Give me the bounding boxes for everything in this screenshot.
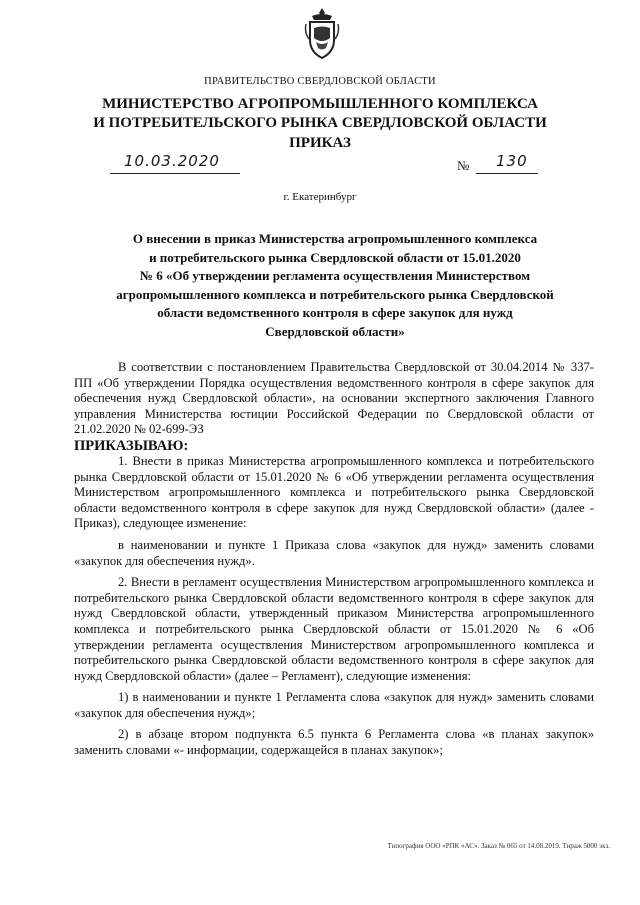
subject-line: Свердловской области»: [265, 323, 405, 339]
preamble: В соответствии с постановлением Правительства Свердловской от 30.04.2014 № 337-ПП «Об утверждении Порядка осуществления ведомственного контроля в сфере закупок для обеспечения нужд Свердловской области», на основании экспертного заключения Главного управления Министерства юстиции Российской Федерации по Свердловской области от 21.02.2020 № 02-699-ЭЗ: [74, 360, 594, 437]
government-line: ПРАВИТЕЛЬСТВО СВЕРДЛОВСКОЙ ОБЛАСТИ: [204, 76, 436, 87]
order-subject: [90, 230, 580, 341]
subject-line: области ведомственного контроля в сфере закупок для нужд: [157, 305, 513, 320]
document-type: ПРИКАЗ: [289, 135, 351, 151]
number-underline: [476, 173, 538, 174]
printer-footer: Типография ООО «РПК «АС». Заказ № 065 от 14.08.2019. Тираж 5000 экз.: [387, 842, 610, 850]
date-underline: [110, 173, 240, 174]
order-number: 130: [496, 152, 528, 170]
order-date: 10.03.2020: [124, 152, 220, 170]
paragraph-1: 1. Внести в приказ Министерства агропромышленного комплекса и потребительского рынка Свердловской области от 15.01.2020 № 6 «Об утверждении регламента осуществления Министерством агропромышленного комплекса и потребительского рынка Свердловской области ведомственного контроля в сфере закупок для нужд Свердловской области» (далее - Приказ), следующее изменение:: [74, 453, 594, 531]
paragraph-2: 2. Внести в регламент осуществления Министерством агропромышленного комплекса и потребительского рынка Свердловской области ведомственного контроля в сфере закупок для нужд Свердловской области, утвержденный приказом Министерства агропромышленного комплекса и потребительского рынка Свердловской области от 15.01.2020 № 6 «Об утверждении регламента осуществления Министерством агропромышленного комплекса и потребительского рынка Свердловской области ведомственного контроля в сфере закупок для нужд Свердловской области» (далее – Регламент), следующие изменения:: [74, 575, 594, 683]
order-date-field: [110, 152, 240, 176]
number-label: №: [457, 158, 470, 173]
subject-line: и потребительского рынка Свердловской области от 15.01.2020: [149, 249, 521, 265]
paragraph-2-item-1: 1) в наименовании и пункте 1 Регламента слова «закупок для нужд» заменить словами «закупок для обеспечения нужд»;: [74, 690, 594, 720]
coat-of-arms-icon: [304, 6, 340, 62]
ministry-line-1: МИНИСТЕРСТВО АГРОПРОМЫШЛЕННОГО КОМПЛЕКСА: [102, 96, 538, 112]
ministry-name: [60, 95, 580, 133]
city: г. Екатеринбург: [283, 191, 357, 203]
subject-line: № 6 «Об утверждении регламента осуществления Министерством: [139, 268, 531, 283]
paragraph-2-item-2: 2) в абзаце втором подпункта 6.5 пункта 6 Регламента слова «в планах закупок» заменить словами «- информации, содержащейся в планах закупок»;: [74, 727, 594, 758]
order-body: [74, 360, 594, 759]
order-directive: ПРИКАЗЫВАЮ:: [74, 437, 189, 454]
ministry-line-2: И ПОТРЕБИТЕЛЬСКОГО РЫНКА СВЕРДЛОВСКОЙ ОБЛАСТИ: [93, 115, 547, 131]
order-number-field: [476, 152, 538, 176]
paragraph-1-sub: в наименовании и пункте 1 Приказа слова «закупок для нужд» заменить словами «закупок для обеспечения нужд».: [74, 537, 594, 568]
subject-line: агропромышленного комплекса и потребительского рынка Свердловской: [116, 286, 554, 302]
subject-line: О внесении в приказ Министерства агропромышленного комплекса: [132, 231, 538, 246]
